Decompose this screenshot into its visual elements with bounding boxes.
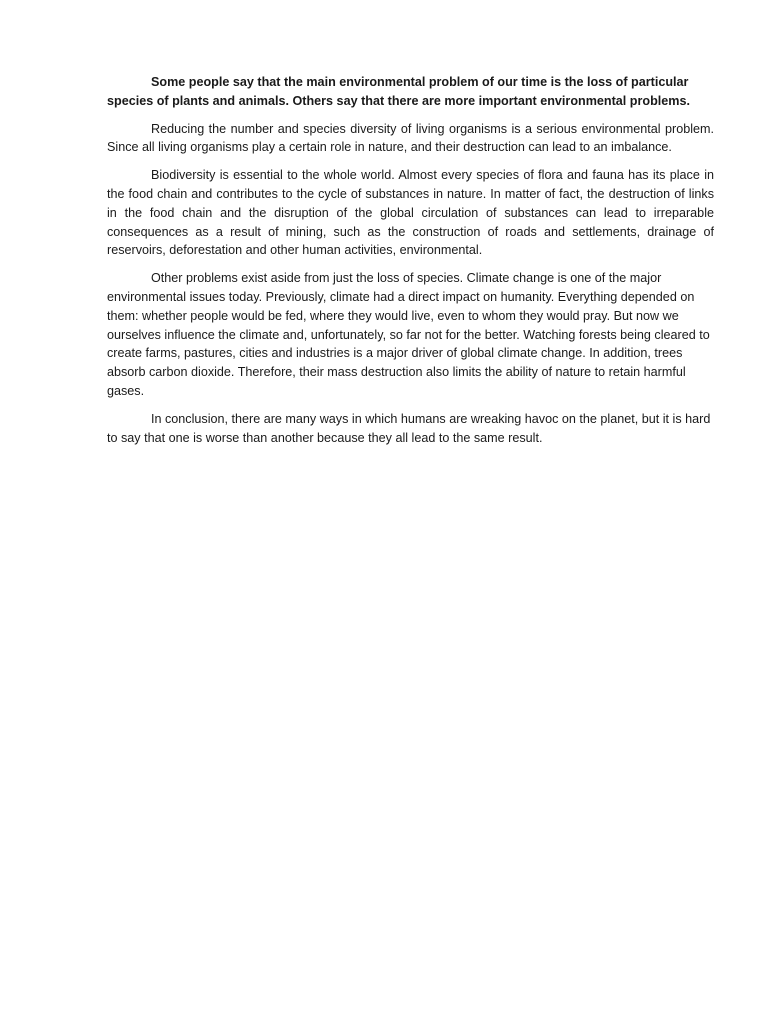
- paragraph-conclusion: In conclusion, there are many ways in which humans are wreaking havoc on the planet, but it is hard to say that one is worse than another because they all lead to the same result.: [107, 411, 711, 445]
- paragraph-biodiversity: Biodiversity is essential to the whole world. Almost every species of flora and fauna has its place in the food chain and contributes to the cycle of substances in nature. In matter of fact, the destruction of links in the food chain and the disruption of the global circulation of substances can lead to irreparable consequences as a result of mining, such as the construction of roads and settlements, drainage of reservoirs, deforestation and other human activities, environmental.: [107, 168, 714, 258]
- paragraph-climate-change: Other problems exist aside from just the loss of species. Climate change is one of the major environmental issues today. Previously, climate had a direct impact on humanity. Everything depended on them: whether people would be fed, where they would live, even to whom they would pray. But now we ourselves influence the climate and, unfortunately, so far not for the better. Watching forests being cleared to create farms, pastures, cities and industries is a major driver of global climate change. In addition, trees absorb carbon dioxide. Therefore, their mass destruction also limits the ability of nature to retain harmful gases.: [107, 271, 710, 398]
- paragraph-intro: Reducing the number and species diversity of living organisms is a serious environmental problem. Since all living organisms play a certain role in nature, and their destruction can lead to an imbalance.: [107, 121, 714, 155]
- document-page: [107, 73, 714, 456]
- essay-prompt: Some people say that the main environmental problem of our time is the loss of particular species of plants and animals. Others say that there are more important environmental problems.: [107, 75, 690, 108]
